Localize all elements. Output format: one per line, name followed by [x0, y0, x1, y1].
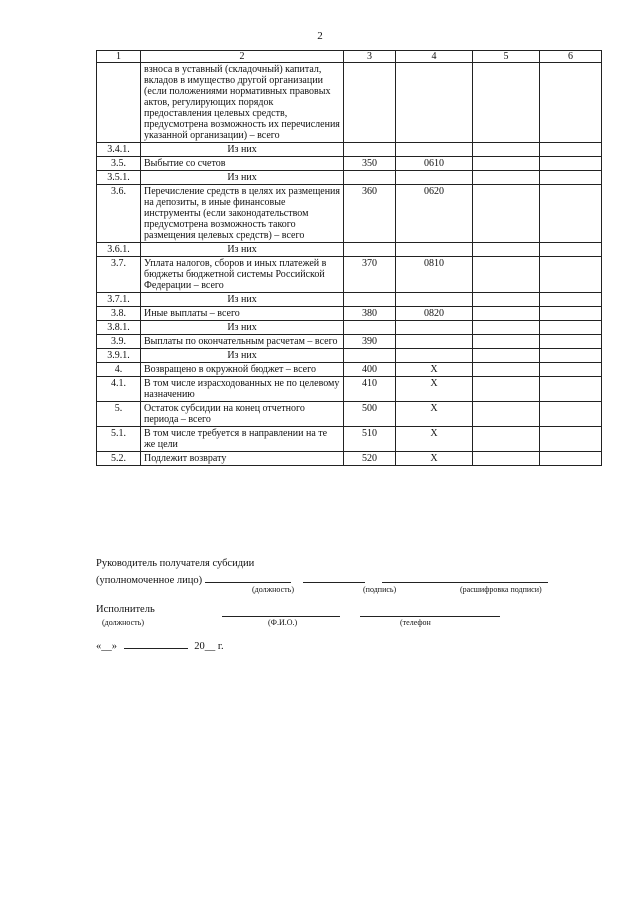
cell-kbk	[396, 321, 473, 335]
cell-kbk	[396, 143, 473, 157]
cell-c6	[540, 185, 602, 243]
signature-caption: (подпись)	[363, 585, 397, 594]
table-row	[97, 63, 602, 143]
executor-label: Исполнитель	[96, 604, 155, 615]
phone-caption: (телефон	[400, 618, 431, 627]
position-line	[205, 572, 291, 583]
cell-c5	[473, 185, 540, 243]
cell-kbk: X	[396, 377, 473, 402]
table-row	[97, 427, 602, 452]
cell-label: Выбытие со счетов	[141, 157, 344, 171]
cell-c6	[540, 63, 602, 143]
cell-num: 3.8.1.	[97, 321, 141, 335]
column-header: 6	[540, 51, 602, 63]
cell-num: 5.2.	[97, 452, 141, 466]
cell-num: 4.	[97, 363, 141, 377]
cell-c6	[540, 171, 602, 185]
cell-num: 3.7.1.	[97, 293, 141, 307]
cell-label: Перечисление средств в целях их размещения на депозиты, в иные финансовые инструменты (если законодательством предусмотрена возможность такого размещения целевых средств) – всего	[141, 185, 344, 243]
cell-c6	[540, 321, 602, 335]
cell-code: 500	[344, 402, 396, 427]
date-line	[96, 638, 224, 652]
subsidy-report-table	[96, 50, 602, 466]
cell-num: 5.	[97, 402, 141, 427]
cell-c6	[540, 452, 602, 466]
cell-code	[344, 143, 396, 157]
cell-code	[344, 63, 396, 143]
cell-c6	[540, 377, 602, 402]
cell-c6	[540, 143, 602, 157]
cell-code	[344, 321, 396, 335]
page-number: 2	[317, 30, 323, 42]
table-row	[97, 349, 602, 363]
cell-label: Подлежит возврату	[141, 452, 344, 466]
cell-kbk: 0820	[396, 307, 473, 321]
table-row	[97, 171, 602, 185]
cell-c5	[473, 377, 540, 402]
cell-c5	[473, 293, 540, 307]
cell-num: 3.6.1.	[97, 243, 141, 257]
head-signature-label-2	[96, 572, 548, 586]
cell-kbk	[396, 349, 473, 363]
cell-label: Возвращено в окружной бюджет – всего	[141, 363, 344, 377]
table-row	[97, 402, 602, 427]
cell-c6	[540, 349, 602, 363]
table-row	[97, 452, 602, 466]
cell-num: 3.4.1.	[97, 143, 141, 157]
cell-code	[344, 293, 396, 307]
cell-code: 510	[344, 427, 396, 452]
table-row	[97, 293, 602, 307]
cell-code	[344, 171, 396, 185]
cell-c5	[473, 307, 540, 321]
date-day: «__»	[96, 641, 117, 652]
cell-c6	[540, 307, 602, 321]
cell-kbk	[396, 335, 473, 349]
cell-c5	[473, 63, 540, 143]
column-header: 2	[141, 51, 344, 63]
cell-code: 360	[344, 185, 396, 243]
cell-label: Иные выплаты – всего	[141, 307, 344, 321]
cell-code: 410	[344, 377, 396, 402]
fio-line	[222, 606, 340, 617]
cell-code	[344, 349, 396, 363]
cell-num	[97, 63, 141, 143]
cell-kbk	[396, 171, 473, 185]
cell-code: 520	[344, 452, 396, 466]
cell-code: 390	[344, 335, 396, 349]
cell-kbk: X	[396, 427, 473, 452]
cell-code: 400	[344, 363, 396, 377]
cell-c5	[473, 363, 540, 377]
cell-c6	[540, 157, 602, 171]
table-row	[97, 307, 602, 321]
cell-c6	[540, 293, 602, 307]
cell-kbk: 0810	[396, 257, 473, 293]
cell-kbk: X	[396, 363, 473, 377]
cell-num: 3.5.	[97, 157, 141, 171]
cell-c5	[473, 257, 540, 293]
cell-label: взноса в уставный (складочный) капитал, вкладов в имущество другой организации (если положениями нормативных правовых актов, регулирующих порядок предоставления целевых средств, предусмотрена возможность их перечисления указанной организации) – всего	[141, 63, 344, 143]
cell-c5	[473, 427, 540, 452]
cell-c6	[540, 402, 602, 427]
column-header: 1	[97, 51, 141, 63]
cell-kbk	[396, 293, 473, 307]
cell-c6	[540, 257, 602, 293]
cell-kbk	[396, 243, 473, 257]
cell-code	[344, 243, 396, 257]
decoding-line	[382, 572, 548, 583]
cell-label: Из них	[141, 293, 344, 307]
cell-label: Из них	[141, 143, 344, 157]
cell-label: Из них	[141, 321, 344, 335]
cell-label: Выплаты по окончательным расчетам – всего	[141, 335, 344, 349]
table-row	[97, 363, 602, 377]
cell-c5	[473, 402, 540, 427]
cell-num: 4.1.	[97, 377, 141, 402]
head-signature-label-1: Руководитель получателя субсидии	[96, 558, 255, 569]
cell-label: Уплата налогов, сборов и иных платежей в бюджеты бюджетной системы Российской Федерации – всего	[141, 257, 344, 293]
date-year: 20__ г.	[194, 641, 224, 652]
cell-code: 370	[344, 257, 396, 293]
cell-num: 3.9.	[97, 335, 141, 349]
decoding-caption: (расшифровка подписи)	[460, 585, 542, 594]
table-row	[97, 157, 602, 171]
column-header: 5	[473, 51, 540, 63]
cell-c6	[540, 243, 602, 257]
table-row	[97, 335, 602, 349]
column-header: 4	[396, 51, 473, 63]
cell-num: 3.8.	[97, 307, 141, 321]
cell-label: Из них	[141, 243, 344, 257]
cell-c5	[473, 349, 540, 363]
cell-label: В том числе требуется в направлении на те же цели	[141, 427, 344, 452]
authorized-person-label: (уполномоченное лицо)	[96, 575, 203, 586]
cell-kbk: X	[396, 452, 473, 466]
cell-kbk: 0620	[396, 185, 473, 243]
table-row	[97, 257, 602, 293]
cell-c5	[473, 243, 540, 257]
cell-num: 3.5.1.	[97, 171, 141, 185]
cell-c5	[473, 157, 540, 171]
table-header-row	[97, 51, 602, 63]
date-month-line	[124, 638, 188, 649]
cell-c5	[473, 171, 540, 185]
cell-kbk: 0610	[396, 157, 473, 171]
cell-c6	[540, 363, 602, 377]
table-row	[97, 321, 602, 335]
table-row	[97, 377, 602, 402]
cell-c6	[540, 427, 602, 452]
cell-label: Из них	[141, 349, 344, 363]
table-row	[97, 243, 602, 257]
cell-num: 3.9.1.	[97, 349, 141, 363]
position-caption: (должность)	[252, 585, 294, 594]
cell-kbk	[396, 63, 473, 143]
cell-num: 3.7.	[97, 257, 141, 293]
cell-label: Из них	[141, 171, 344, 185]
signature-line	[303, 572, 365, 583]
cell-c5	[473, 452, 540, 466]
cell-label: В том числе израсходованных не по целевому назначению	[141, 377, 344, 402]
cell-c5	[473, 335, 540, 349]
column-header: 3	[344, 51, 396, 63]
table-row	[97, 143, 602, 157]
executor-position-caption: (должность)	[102, 618, 144, 627]
cell-c5	[473, 321, 540, 335]
cell-c6	[540, 335, 602, 349]
table-row	[97, 185, 602, 243]
cell-label: Остаток субсидии на конец отчетного периода – всего	[141, 402, 344, 427]
fio-caption: (Ф.И.О.)	[268, 618, 298, 627]
cell-num: 5.1.	[97, 427, 141, 452]
cell-kbk: X	[396, 402, 473, 427]
cell-c5	[473, 143, 540, 157]
cell-num: 3.6.	[97, 185, 141, 243]
cell-code: 380	[344, 307, 396, 321]
phone-line	[360, 606, 500, 617]
cell-code: 350	[344, 157, 396, 171]
